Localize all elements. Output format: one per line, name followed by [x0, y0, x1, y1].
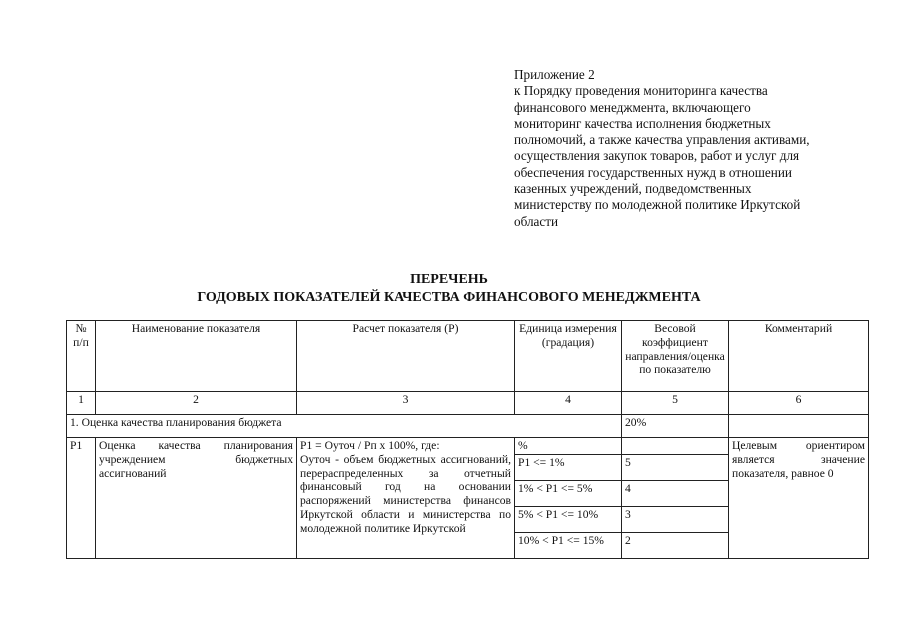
column-number: 1: [67, 392, 96, 415]
appendix-line: области: [514, 213, 559, 229]
gradation-unit: 1% < P1 <= 5%: [515, 481, 622, 507]
appendix-block: [514, 67, 853, 230]
appendix-line: министерству по молодежной политике Иркутской: [514, 197, 801, 213]
indicator-comment: Целевым ориентиром является значение показателя, равное 0: [729, 438, 869, 559]
appendix-line: обеспечения государственных нужд в отношении: [514, 164, 792, 180]
gradation-unit: %: [515, 438, 622, 455]
indicators-table: [66, 320, 869, 559]
document-title: ПЕРЕЧЕНЬ: [410, 272, 488, 287]
header-number: № п/п: [67, 321, 96, 392]
column-number-row: [67, 392, 869, 415]
header-weight: Весовой коэффициент направления/оценка по показателю: [622, 321, 729, 392]
column-number: 3: [297, 392, 515, 415]
gradation-score: 2: [622, 533, 729, 559]
gradation-unit: P1 <= 1%: [515, 455, 622, 481]
appendix-line: полномочий, а также качества управления активами,: [514, 132, 810, 148]
section-comment-cell: [729, 415, 869, 438]
gradation-score: 4: [622, 481, 729, 507]
appendix-line: казенных учреждений, подведомственных: [514, 181, 752, 197]
appendix-line: Приложение 2: [514, 67, 595, 82]
calculation-description: Оуточ - объем бюджетных ассигнований, перераспределенных за отчетный финансовый год на основании распоряжений министерства финансов Иркутской области и министерства по молодежной политике Иркутской: [300, 452, 511, 535]
gradation-unit: 5% < P1 <= 10%: [515, 507, 622, 533]
indicator-calculation: [297, 438, 515, 559]
indicator-name: Оценка качества планирования учреждением бюджетных ассигнований: [96, 438, 297, 559]
column-number: 4: [515, 392, 622, 415]
section-name: 1. Оценка качества планирования бюджета: [67, 415, 622, 438]
table-row: [67, 438, 869, 455]
column-number: 6: [729, 392, 869, 415]
header-comment: Комментарий: [729, 321, 869, 392]
gradation-score: [622, 438, 729, 455]
indicator-id: P1: [67, 438, 96, 559]
appendix-line: мониторинг качества исполнения бюджетных: [514, 115, 771, 131]
appendix-line: финансового менеджмента, включающего: [514, 99, 751, 115]
gradation-score: 3: [622, 507, 729, 533]
table-header-row: [67, 321, 869, 392]
appendix-line: осуществления закупок товаров, работ и услуг для: [514, 148, 800, 164]
column-number: 5: [622, 392, 729, 415]
section-row: [67, 415, 869, 438]
gradation-unit: 10% < P1 <= 15%: [515, 533, 622, 559]
calculation-formula: P1 = Оуточ / Рп х 100%, где:: [300, 439, 440, 452]
column-number: 2: [96, 392, 297, 415]
header-calculation: Расчет показателя (P): [297, 321, 515, 392]
appendix-line: к Порядку проведения мониторинга качества: [514, 83, 768, 99]
gradation-score: 5: [622, 455, 729, 481]
header-indicator-name: Наименование показателя: [96, 321, 297, 392]
document-subtitle: ГОДОВЫХ ПОКАЗАТЕЛЕЙ КАЧЕСТВА ФИНАНСОВОГО МЕНЕДЖМЕНТА: [197, 290, 701, 305]
section-weight: 20%: [622, 415, 729, 438]
header-unit: Единица измерения (градация): [515, 321, 622, 392]
